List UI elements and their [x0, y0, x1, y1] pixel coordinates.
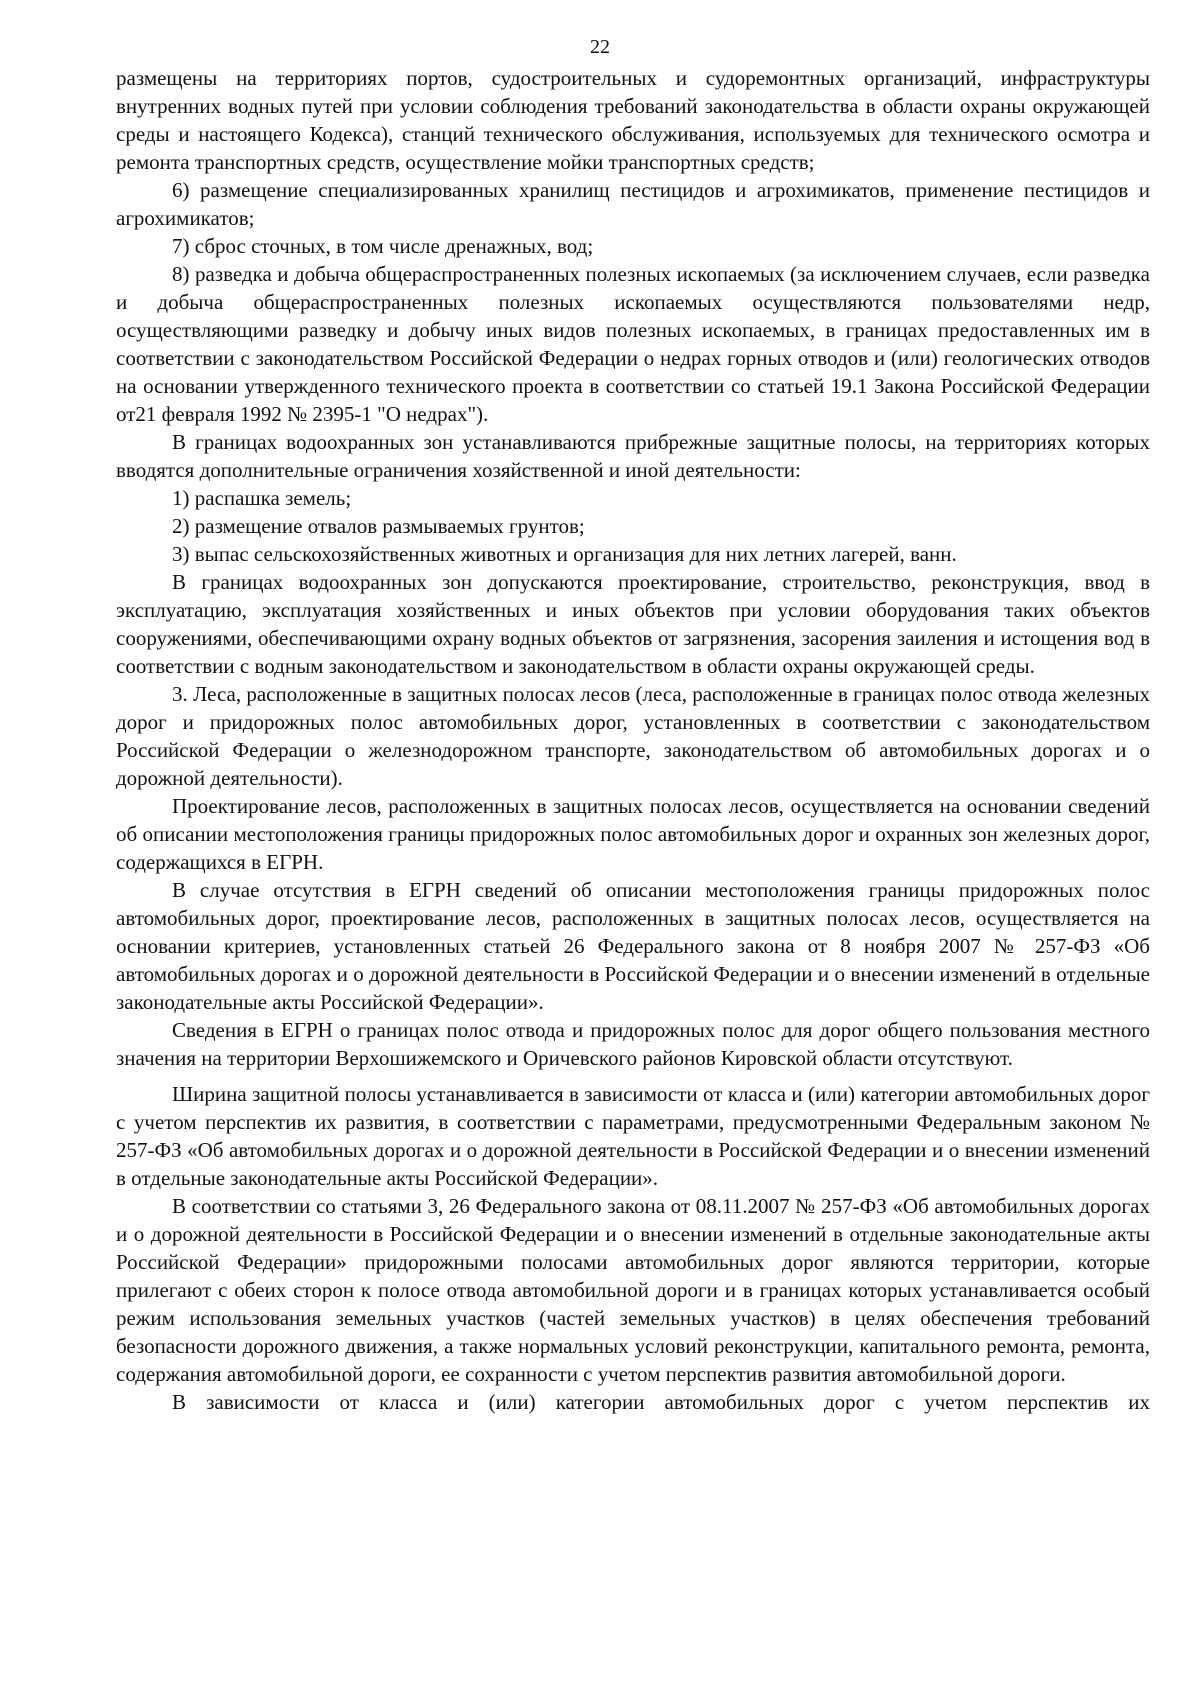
paragraph-truncated: В зависимости от класса и (или) категории автомобильных дорог с учетом перспектив их [172, 1390, 1150, 1414]
paragraph-continuation: размещены на территориях портов, судостроительных и судоремонтных организаций, инфраструктуры внутренних водных путей при условии соблюдения требований законодательства в области охраны окружающей среды и настоящего Кодекса), станций технического обслуживания, используемых для технического осмотра и ремонта транспортных средств, осуществление мойки транспортных средств; [116, 66, 1150, 174]
paragraph-strip-width: Ширина защитной полосы устанавливается в зависимости от класса и (или) категории автомобильных дорог с учетом перспектив их развития, в соответствии с параметрами, предусмотренными Федеральным законом № 257-ФЗ «Об автомобильных дорогах и о дорожной деятельности в Российской Федерации и о внесении изменений в отдельные законодательные акты Российской Федерации». [116, 1082, 1150, 1190]
list-item-3: 3) выпас сельскохозяйственных животных и организация для них летних лагерей, ванн. [172, 542, 957, 566]
list-item-7: 7) сброс сточных, в том числе дренажных, вод; [172, 234, 594, 258]
section-3-heading-paragraph: 3. Леса, расположенные в защитных полосах лесов (леса, расположенные в границах полос отвода железных дорог и придорожных полос автомобильных дорог, установленных в соответствии с законодательством Российской Федерации о железнодорожном транспорте, законодательством об автомобильных дорогах и о дорожной деятельности). [116, 682, 1150, 790]
list-item-8: 8) разведка и добыча общераспространенных полезных ископаемых (за исключением случаев, если разведка и добыча общераспространенных полезных ископаемых осуществляются пользователями недр, осуществляющими разведку и добычу иных видов полезных ископаемых, в границах предоставленных им в соответствии с законодательством Российской Федерации о недрах горных отводов и (или) геологических отводов на основании утвержденного технического проекта в соответствии со статьей 19.1 Закона Российской Федерации от21 февраля 1992 № 2395-1 "О недрах"). [116, 262, 1150, 426]
list-item-1: 1) распашка земель; [172, 486, 352, 510]
paragraph-egrn-info: Сведения в ЕГРН о границах полос отвода и придорожных полос для дорог общего пользования местного значения на территории Верхошижемского и Оричевского районов Кировской области отсутствуют. [116, 1018, 1150, 1070]
paragraph-roadside-strips: В соответствии со статьями 3, 26 Федерального закона от 08.11.2007 № 257-ФЗ «Об автомобильных дорогах и о дорожной деятельности в Российской Федерации и о внесении изменений в отдельные законодательные акты Российской Федерации» придорожными полосами автомобильных дорог являются территории, которые прилегают с обеих сторон к полосе отвода автомобильной дороги и в границах которых устанавливается особый режим использования земельных участков (частей земельных участков) в целях обеспечения требований безопасности дорожного движения, а также нормальных условий реконструкции, капитального ремонта, ремонта, содержания автомобильной дороги, ее сохранности с учетом перспектив развития автомобильной дороги. [116, 1194, 1150, 1386]
list-item-2: 2) размещение отвалов размываемых грунтов; [172, 514, 585, 538]
paragraph-permitted-activities: В границах водоохранных зон допускаются проектирование, строительство, реконструкция, ввод в эксплуатацию, эксплуатация хозяйственных и иных объектов при условии оборудования таких объектов сооружениями, обеспечивающими охрану водных объектов от загрязнения, засорения заиления и истощения вод в соответствии с водным законодательством и законодательством в области охраны окружающей среды. [116, 570, 1150, 678]
paragraph-forest-design: Проектирование лесов, расположенных в защитных полосах лесов, осуществляется на основании сведений об описании местоположения границы придорожных полос автомобильных дорог и охранных зон железных дорог, содержащихся в ЕГРН. [116, 794, 1150, 874]
paragraph-absence-of-data: В случае отсутствия в ЕГРН сведений об описании местоположения границы придорожных полос автомобильных дорог, проектирование лесов, расположенных в защитных полосах лесов, осуществляется на основании критериев, установленных статьей 26 Федерального закона от 8 ноября 2007 № 257-ФЗ «Об автомобильных дорогах и о дорожной деятельности в Российской Федерации и о внесении изменений в отдельные законодательные акты Российской Федерации». [116, 878, 1150, 1014]
document-body [116, 64, 1150, 1416]
paragraph-coastal-strips: В границах водоохранных зон устанавливаются прибрежные защитные полосы, на территориях которых вводятся дополнительные ограничения хозяйственной и иной деятельности: [116, 430, 1150, 482]
list-item-6: 6) размещение специализированных хранилищ пестицидов и агрохимикатов, применение пестицидов и агрохимикатов; [116, 178, 1150, 230]
page-number: 22 [590, 36, 610, 58]
